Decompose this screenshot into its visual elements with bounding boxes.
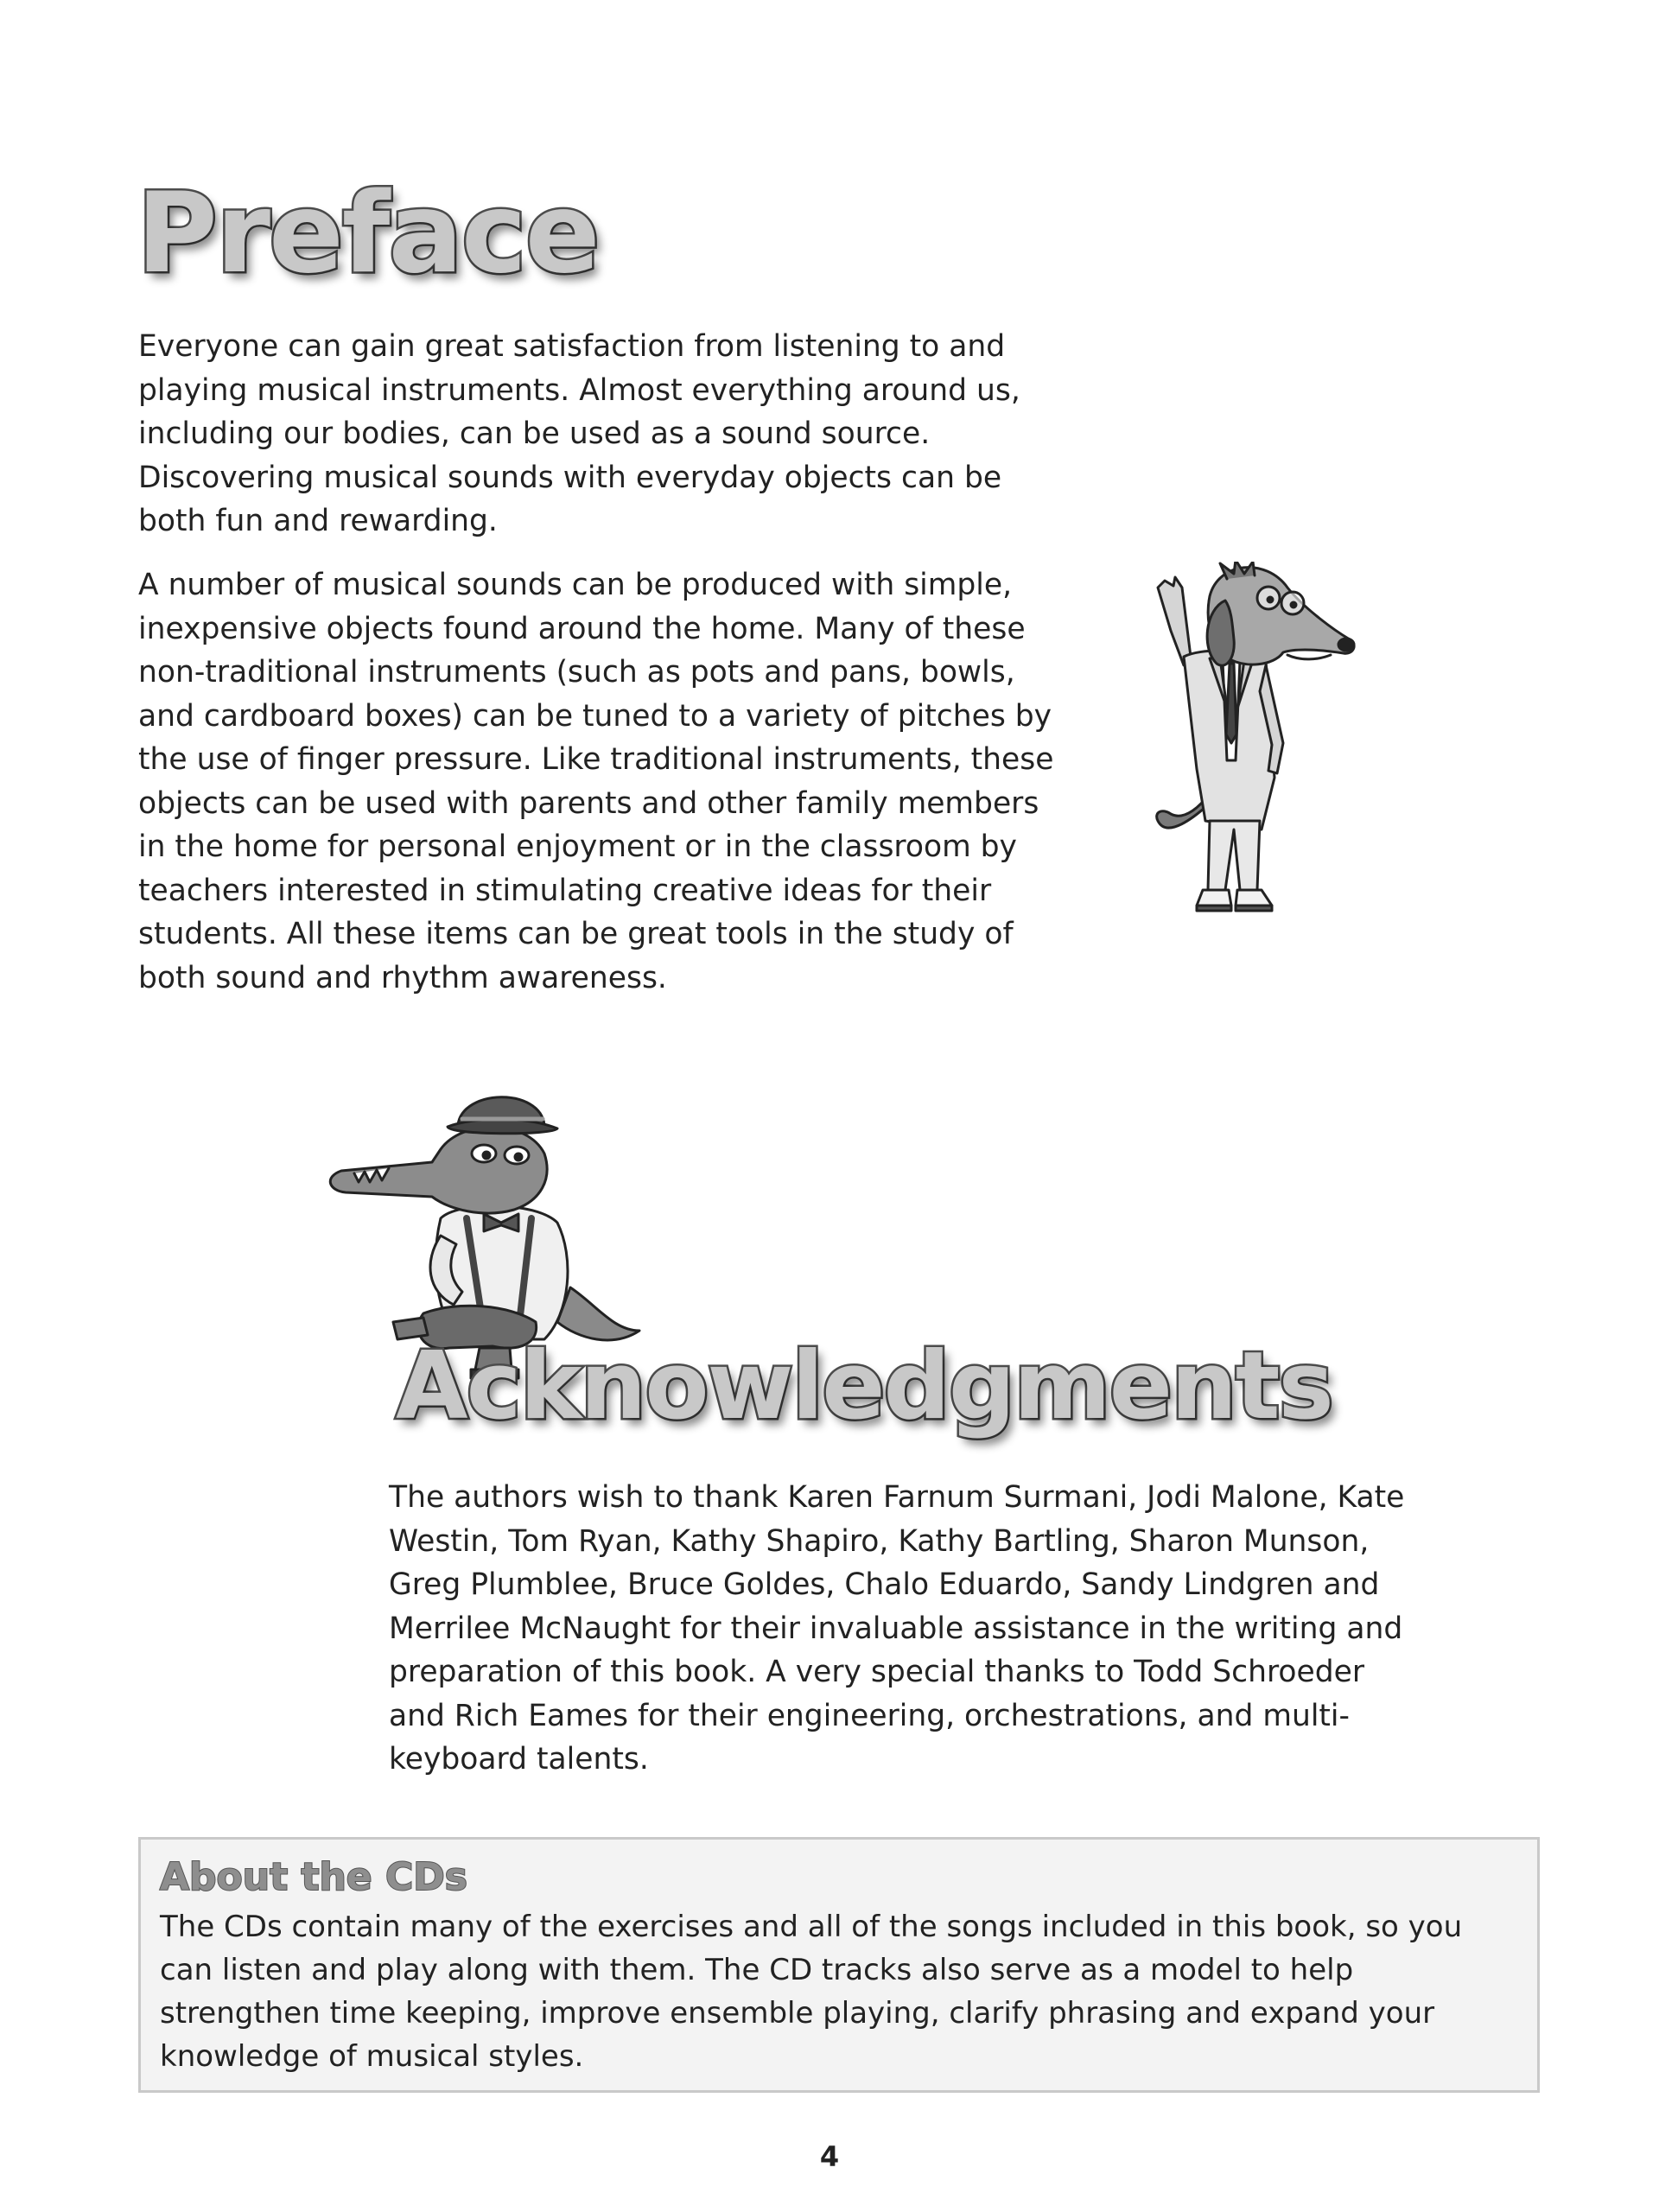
acknowledgments-heading: Acknowledgments: [396, 1332, 1332, 1440]
page-number: 4: [819, 2140, 840, 2173]
about-cds-heading: About the CDs: [160, 1855, 467, 1899]
about-cds-box: [138, 1837, 1540, 2093]
preface-paragraph-2: A number of musical sounds can be produced with simple, inexpensive objects found around the home. Many of these non-traditional instruments (such as pots and pans, bowls, and cardboard boxes) can be tuned to a variety of pitches by the use of finger pressure. Like traditional instruments, these objects can be used with parents and other family members in the home for personal enjoyment or in the classroom by teachers interested in stimulating creative ideas for their students. All these items can be great tools in the study of both sound and rhythm awareness.: [138, 568, 1054, 995]
preface-heading: Preface: [137, 169, 599, 298]
acknowledgments-paragraph: The authors wish to thank Karen Farnum Surmani, Jodi Malone, Kate Westin, Tom Ryan, Kathy Shapiro, Kathy Bartling, Sharon Munson, Greg Plumblee, Bruce Goldes, Chalo Eduardo, Sandy Lindgren and Merrilee McNaught for their invaluable assistance in the writing and preparation of this book. A very special thanks to Todd Schroeder and Rich Eames for their engineering, orchestrations, and multi-keyboard talents.: [389, 1480, 1405, 1777]
about-cds-paragraph: The CDs contain many of the exercises and all of the songs included in this book, so you can listen and play along with them. The CD tracks also serve as a model to help strengthen time keeping, improve ensemble playing, clarify phrasing and expand your knowledge of musical styles.: [160, 1910, 1463, 2074]
preface-paragraph-1: Everyone can gain great satisfaction from listening to and playing musical instruments. Almost everything around us, including our bodies, can be used as a sound source. Discovering musical sounds with everyday objects can be both fun and rewarding.: [138, 329, 1020, 538]
dog-illustration: [1123, 562, 1382, 942]
